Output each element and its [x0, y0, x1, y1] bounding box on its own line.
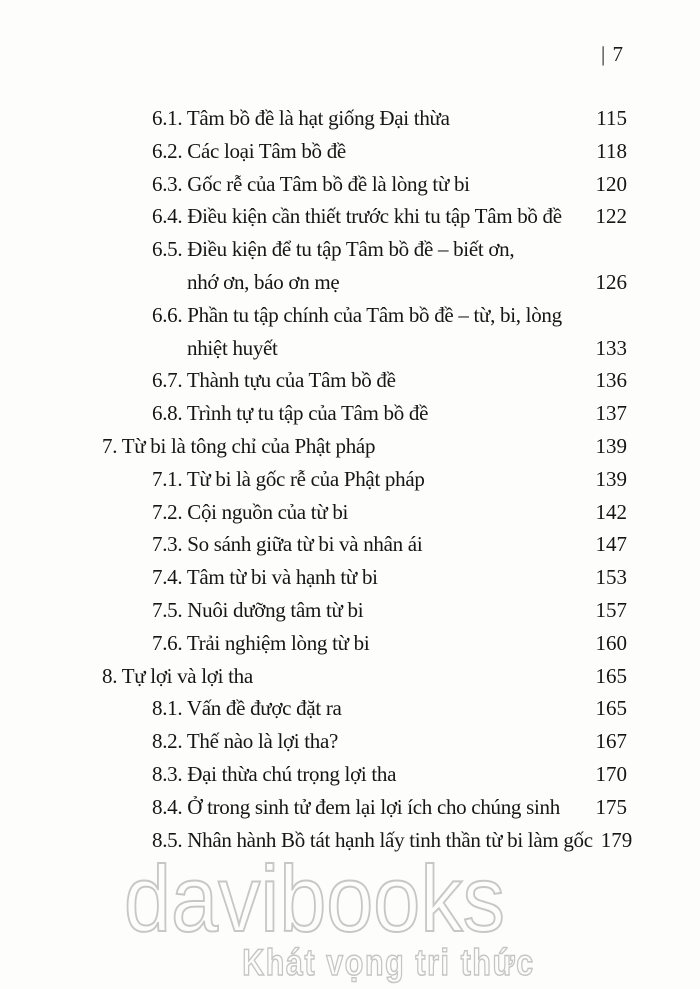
toc-entry	[102, 368, 627, 401]
toc-entry	[102, 204, 627, 237]
toc-entry-page: 165	[595, 663, 627, 688]
toc-entry	[102, 795, 627, 828]
toc-entry-label: 6.6. Phần tu tập chính của Tâm bồ đề – từ, bi, lòng	[152, 302, 562, 327]
toc-entry	[102, 500, 627, 533]
toc-chapter-entry	[102, 434, 627, 467]
toc-entry-label: nhiệt huyết	[187, 335, 278, 360]
toc-entry-label: 6.5. Điều kiện để tu tập Tâm bồ đề – biết ơn,	[152, 237, 515, 262]
toc-entry-label: 8. Tự lợi và lợi tha	[102, 663, 253, 688]
toc-entry-label: 6.7. Thành tựu của Tâm bồ đề	[152, 368, 396, 393]
toc-entry-page: 136	[595, 368, 627, 393]
toc-entry-label: 7.1. Từ bi là gốc rễ của Phật pháp	[152, 466, 425, 491]
toc-entry-label: 8.3. Đại thừa chú trọng lợi tha	[152, 761, 397, 786]
toc-entry-label: 8.2. Thế nào là lợi tha?	[152, 729, 339, 754]
toc-entry-page: 175	[595, 794, 627, 819]
toc-entry-page: 122	[595, 204, 627, 229]
table-of-contents	[102, 106, 633, 860]
toc-entry	[102, 303, 627, 336]
toc-entry-label: 7.5. Nuôi dưỡng tâm từ bi	[152, 597, 364, 622]
toc-entry-page: 115	[596, 106, 627, 130]
toc-entry	[102, 172, 627, 205]
toc-entry-label: 6.8. Trình tự tu tập của Tâm bồ đề	[152, 401, 429, 426]
toc-entry-label: 6.2. Các loại Tâm bồ đề	[152, 138, 346, 163]
toc-chapter-entry	[102, 664, 627, 697]
toc-entry-page: 120	[595, 171, 627, 196]
page-number-header: | 7	[601, 42, 624, 66]
toc-entry	[102, 762, 627, 795]
toc-entry-label: 6.4. Điều kiện cần thiết trước khi tu tập Tâm bồ đề	[152, 204, 562, 229]
toc-entry-continuation	[102, 270, 627, 303]
toc-entry-page: 170	[595, 761, 627, 786]
toc-entry-page: 157	[595, 597, 627, 622]
toc-entry-page: 160	[595, 630, 627, 655]
toc-entry-label: 6.1. Tâm bồ đề là hạt giống Đại thừa	[152, 106, 450, 130]
toc-entry-page: 153	[595, 565, 627, 590]
toc-entry-label: 7.4. Tâm từ bi và hạnh từ bi	[152, 565, 378, 590]
watermark-brand-text: davibooks	[124, 846, 505, 951]
toc-entry	[102, 467, 627, 500]
toc-entry-page: 165	[595, 696, 627, 721]
toc-entry-label: nhớ ơn, báo ơn mẹ	[187, 269, 340, 294]
toc-entry-label: 6.3. Gốc rễ của Tâm bồ đề là lòng từ bi	[152, 171, 470, 196]
toc-entry	[102, 106, 627, 139]
watermark-tagline-text: Khát vọng tri thức	[242, 942, 535, 983]
toc-entry	[102, 532, 627, 565]
toc-entry	[102, 729, 627, 762]
toc-entry-page: 167	[595, 729, 627, 754]
toc-entry	[102, 598, 627, 631]
toc-entry	[102, 631, 627, 664]
toc-entry-label: 8.1. Vấn đề được đặt ra	[152, 696, 342, 721]
toc-entry-label: 7.3. So sánh giữa từ bi và nhân ái	[152, 532, 423, 557]
toc-entry-label: 8.4. Ở trong sinh tử đem lại lợi ích cho chúng sinh	[152, 794, 560, 819]
toc-entry	[102, 565, 627, 598]
toc-entry	[102, 139, 627, 172]
toc-entry-label: 7.2. Cội nguồn của từ bi	[152, 499, 349, 524]
toc-entry-label: 7. Từ bi là tông chỉ của Phật pháp	[102, 433, 376, 458]
toc-entry-label: 7.6. Trải nghiệm lòng từ bi	[152, 630, 370, 655]
toc-entry-page: 179	[600, 827, 633, 852]
toc-entry-label: 8.5. Nhân hành Bồ tát hạnh lấy tinh thần từ bi làm gốc	[152, 827, 593, 852]
toc-entry-page: 126	[595, 269, 627, 294]
toc-entry-page: 139	[595, 433, 627, 458]
toc-entry	[102, 401, 627, 434]
toc-entry-page: 137	[595, 401, 627, 426]
toc-entry-page: 147	[595, 532, 627, 557]
toc-entry-page: 133	[595, 335, 627, 360]
toc-entry-continuation	[102, 336, 627, 369]
toc-entry	[102, 696, 627, 729]
toc-entry-page: 139	[595, 466, 627, 491]
toc-entry	[102, 237, 627, 270]
toc-entry-page: 142	[595, 499, 627, 524]
toc-entry-page: 118	[596, 138, 627, 163]
